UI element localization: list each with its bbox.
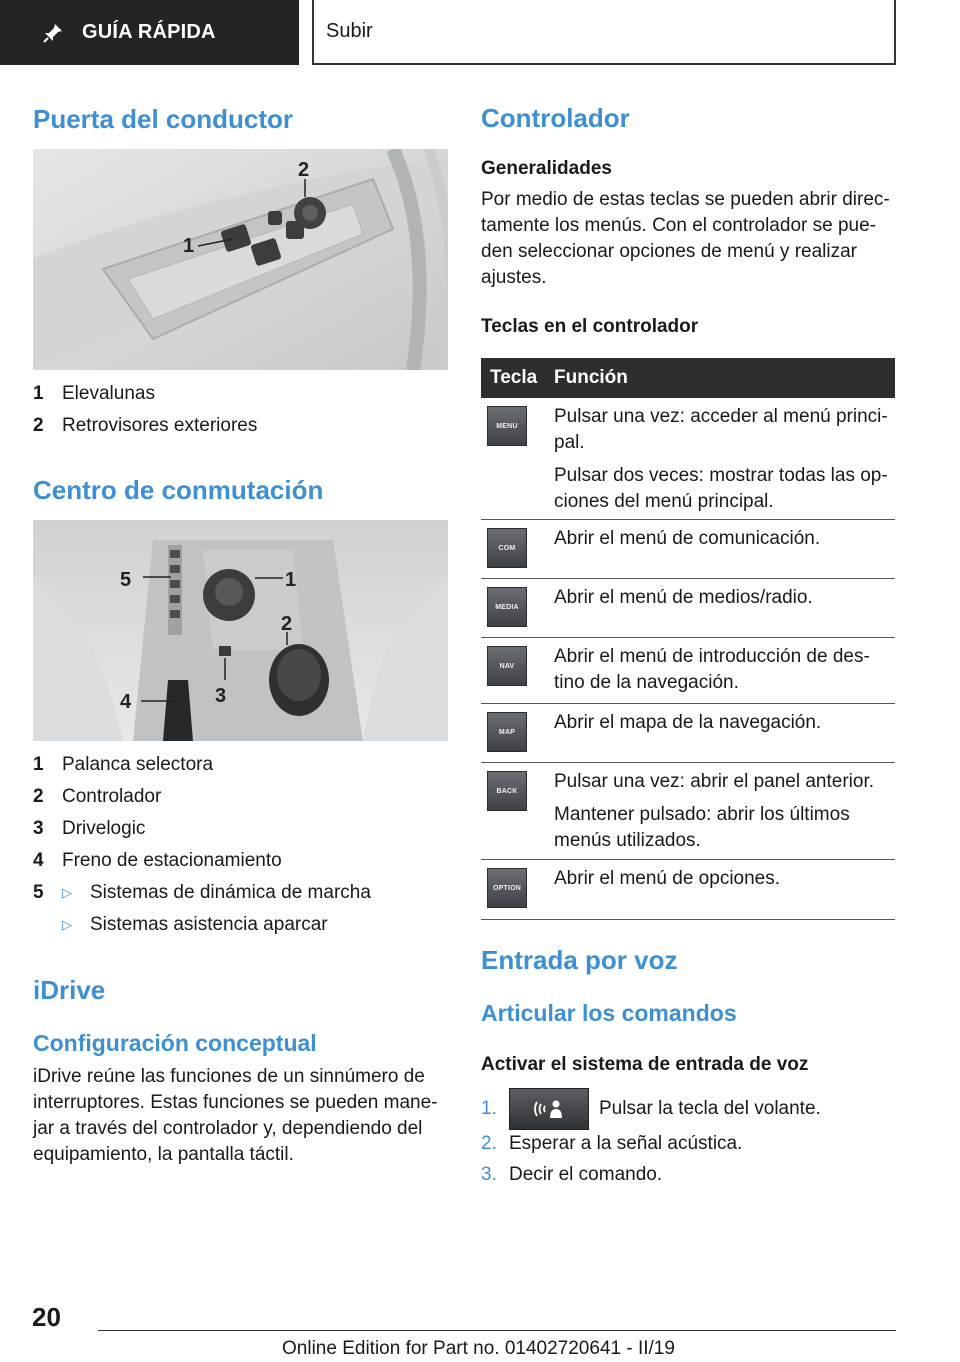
function-text: Abrir el menú de introducción de des-tino de la navegación. [554,646,870,693]
voice-steps [481,1086,821,1190]
function-text: Abrir el menú de comunicación. [554,528,821,549]
function-text: Abrir el menú de opciones. [554,868,781,889]
step-text: Pulsar la tecla del volante. [599,1098,821,1119]
idrive-description: iDrive reúne las funciones de un sinnúmero de interruptores. Estas funciones se pueden mane-jar a través del controlador y, dependiendo del equipamiento, la pantalla táctil. [33,1066,438,1165]
footer-divider [98,1330,896,1331]
general-text: Por medio de estas teclas se pueden abrir direc-tamente los menús. Con el controlador se pue-den seleccionar opciones de menú y realizar ajustes. [481,189,890,288]
table-row [481,579,895,638]
table-row [481,398,895,520]
legend-number: 1 [33,383,44,404]
legend-number: 5 [33,882,44,903]
legend-bullet-text: Sistemas de dinámica de marcha [90,882,371,903]
switch-callout-4: 4 [120,691,132,713]
list-item [481,1086,821,1132]
door-callout-1: 1 [183,235,195,257]
header-key: Tecla [490,367,538,388]
legend-text: Freno de estacionamiento [62,850,282,871]
function-text: Abrir el mapa de la navegación. [554,712,822,733]
driver-door-illustration [33,149,448,370]
step-number: 1. [481,1098,497,1119]
voice-command-key-icon [509,1088,589,1130]
up-link[interactable] [312,0,896,65]
pushpin-icon [42,22,64,44]
switch-callout-1: 1 [285,569,297,591]
nav-key-icon: NAV [487,646,527,686]
switch-callout-3: 3 [215,685,227,707]
table-row [481,704,895,763]
legend-item [33,410,257,442]
legend-item [33,877,371,909]
quick-guide-label: GUÍA RÁPIDA [82,21,216,43]
back-key-icon: BACK [487,771,527,811]
controller-keys-table [481,358,895,920]
up-link-label: Subir [326,20,373,42]
switch-center-photo [33,520,448,741]
voice-input-title: Entrada por voz [481,945,678,975]
driver-door-legend [33,378,257,442]
table-row [481,860,895,920]
step-text: Decir el comando. [509,1163,663,1185]
legend-item [33,813,371,845]
table-row [481,638,895,704]
function-text: Pulsar dos veces: mostrar todas las op-ciones del menú principal. [554,465,888,512]
quick-guide-tab[interactable] [0,0,299,65]
voice-commands-subtitle: Articular los comandos [481,1000,737,1026]
option-key-icon: OPTION [487,868,527,908]
legend-item [33,845,371,877]
activate-voice-heading: Activar el sistema de entrada de voz [481,1054,809,1075]
function-text: Pulsar una vez: abrir el panel anterior. [554,771,875,792]
legend-text: Elevalunas [62,383,155,404]
driver-door-photo [33,149,448,370]
legend-number: 2 [33,786,44,807]
switch-callout-5: 5 [120,569,132,591]
legend-item [33,909,371,941]
legend-text: Controlador [62,786,162,807]
legend-bullet-text: Sistemas asistencia aparcar [90,914,328,935]
list-item [481,1128,821,1159]
function-text: Mantener pulsado: abrir los últimos menús utilizados. [554,804,850,851]
idrive-title: iDrive [33,975,106,1005]
footer-edition: Online Edition for Part no. 01402720641 - II/19 [282,1338,675,1359]
step-text: Esperar a la señal acústica. [509,1132,743,1154]
triangle-bullet-icon: ▷ [62,917,72,932]
door-callout-2: 2 [298,159,310,181]
controller-title: Controlador [481,103,630,133]
legend-item [33,781,371,813]
header-function: Función [554,367,628,388]
table-header [481,358,895,398]
legend-text: Palanca selectora [62,754,214,775]
menu-key-icon: MENU [487,406,527,446]
page-number: 20 [32,1302,61,1332]
keys-heading: Teclas en el controlador [481,316,699,337]
legend-number: 2 [33,415,44,436]
legend-number: 3 [33,818,44,839]
legend-number: 1 [33,754,44,775]
function-text: Pulsar una vez: acceder al menú princi-pal. [554,406,888,453]
idrive-subtitle: Configuración conceptual [33,1030,317,1056]
step-number: 2. [481,1132,497,1154]
function-text: Abrir el menú de medios/radio. [554,587,813,608]
media-key-icon: MEDIA [487,587,527,627]
legend-number: 4 [33,850,44,871]
com-key-icon: COM [487,528,527,568]
switch-callout-2: 2 [281,613,293,635]
switch-center-title: Centro de conmutación [33,475,324,505]
step-number: 3. [481,1163,497,1185]
table-row [481,520,895,579]
map-key-icon: MAP [487,712,527,752]
legend-item [33,378,257,410]
table-row [481,763,895,860]
switch-center-illustration [33,520,448,741]
legend-text: Drivelogic [62,818,146,839]
driver-door-title: Puerta del conductor [33,104,294,134]
legend-item [33,749,371,781]
list-item [481,1159,821,1190]
switch-center-legend [33,749,371,941]
legend-text: Retrovisores exteriores [62,415,258,436]
triangle-bullet-icon: ▷ [62,885,72,900]
general-heading: Generalidades [481,158,612,179]
